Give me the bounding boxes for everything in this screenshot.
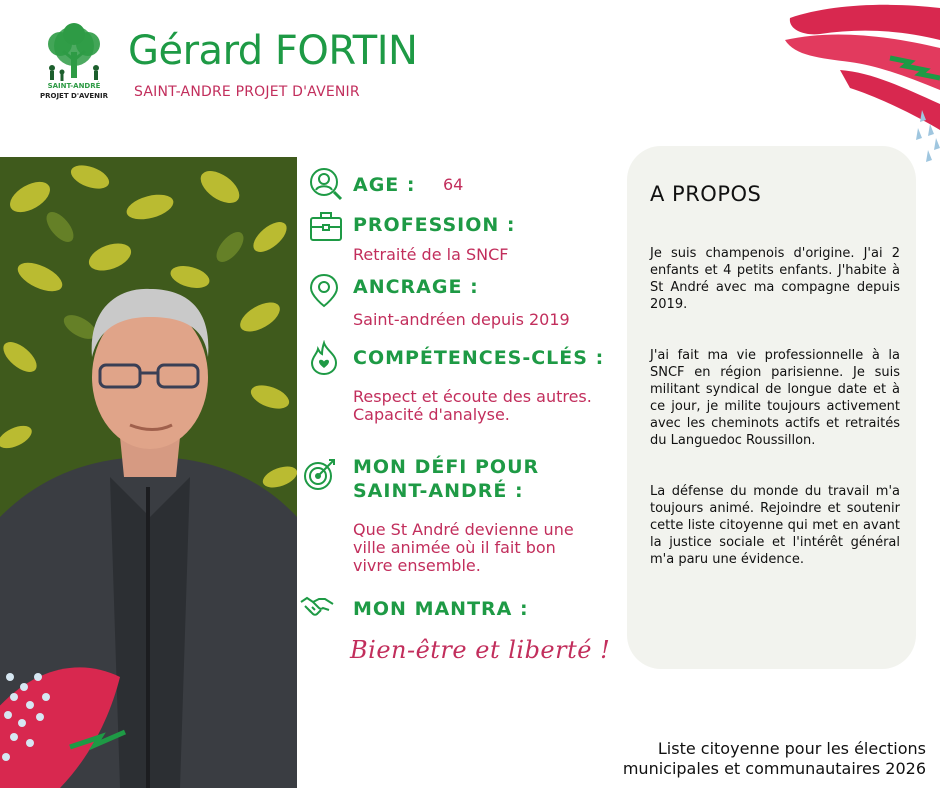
defi-line1: Que St André devienne une [353, 520, 574, 539]
handshake-icon [299, 588, 335, 624]
face-search-icon [308, 166, 344, 202]
decorative-brush-top-right [760, 0, 940, 170]
about-paragraph-3: La défense du monde du travail m'a toujours animé. Rejoindre et soutenir cette liste citoyenne qui met en avant la justice sociale et l'intérêt général m'a paru une évidence. [650, 484, 900, 567]
age-title: AGE : [353, 174, 416, 196]
candidate-photo [0, 157, 297, 788]
profession-title: PROFESSION : [353, 214, 516, 236]
defi-title-line1: MON DÉFI POUR [353, 456, 540, 478]
candidate-name: Gérard FORTIN [128, 28, 418, 74]
about-paragraph-2: J'ai fait ma vie professionnelle à la SNCF en région parisienne. Je suis militant syndical de longue date et à ce jour, je milite toujours activement avec les cheminots actifs et retraités du Languedoc Roussillon. [650, 348, 900, 448]
defi-line3: vivre ensemble. [353, 556, 481, 575]
competences-line2: Capacité d'analyse. [353, 405, 510, 424]
briefcase-icon [308, 208, 344, 244]
about-paragraph-1: Je suis champenois d'origine. J'ai 2 enfants et 4 petits enfants. J'habite à St André avec ma compagne depuis 2019. [650, 246, 900, 312]
logo-line1: SAINT-ANDRÉ [47, 82, 101, 90]
defi-line2: ville animée où il fait bon [353, 538, 556, 557]
ancrage-title: ANCRAGE : [353, 276, 479, 298]
competences-title: COMPÉTENCES-CLÉS : [353, 347, 605, 369]
mantra-value: Bien-être et liberté ! [350, 636, 611, 664]
ancrage-value: Saint-andréen depuis 2019 [353, 310, 570, 329]
location-pin-icon [306, 272, 342, 308]
mantra-title: MON MANTRA : [353, 598, 529, 620]
flame-heart-icon [306, 340, 342, 376]
competences-line1: Respect et écoute des autres. [353, 387, 592, 406]
organization-name: SAINT-ANDRE PROJET D'AVENIR [134, 84, 360, 100]
defi-title-line2: SAINT-ANDRÉ : [353, 480, 524, 502]
footer-text [546, 739, 926, 779]
logo-line2: PROJET D'AVENIR [39, 92, 109, 100]
target-icon [302, 456, 338, 492]
about-title: A PROPOS [650, 182, 762, 206]
footer-line1: Liste citoyenne pour les élections [657, 739, 926, 758]
profession-value: Retraité de la SNCF [353, 245, 509, 264]
footer-line2: municipales et communautaires 2026 [622, 759, 926, 778]
age-value: 64 [443, 175, 464, 194]
